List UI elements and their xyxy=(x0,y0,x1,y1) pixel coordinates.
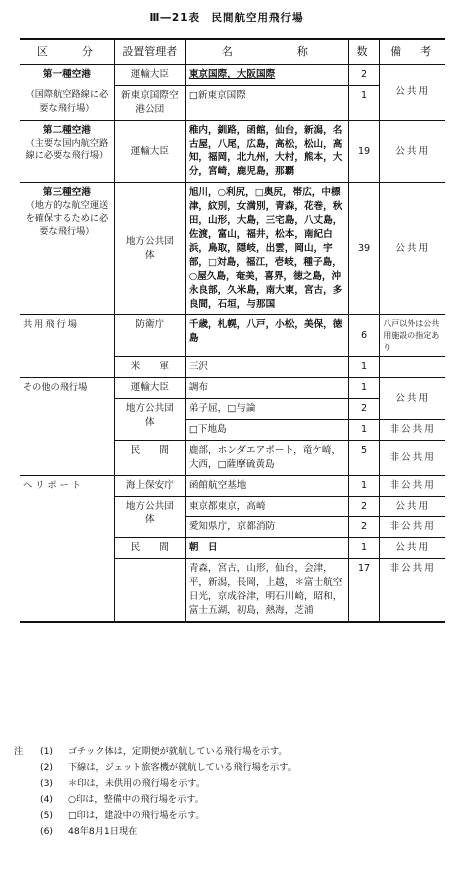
footnote-label xyxy=(14,776,40,792)
table-row xyxy=(20,183,445,315)
name-cell: 稚内，釧路，函館，仙台，新潟，名古屋，八尾，広島，高松，松山，高知，福岡，北九州，大村，熊本，大分，宮崎，鹿児島，那覇 xyxy=(185,120,348,183)
count-cell: 1 xyxy=(348,538,379,559)
header-note: 備 考 xyxy=(380,39,445,64)
count-cell: 2 xyxy=(348,517,379,538)
note-cell: 公共用 xyxy=(380,120,445,183)
manager-cell: 運輸大臣 xyxy=(114,120,185,183)
header-row xyxy=(20,39,445,64)
category-desc: （地方的な航空運送を確保するために必要な飛行場） xyxy=(25,200,109,237)
note-cell: 八戸以外は公共用施設の指定あり xyxy=(380,315,445,357)
manager-cell: 民 間 xyxy=(114,538,185,559)
category-cell xyxy=(20,120,114,183)
table-title: Ⅲ―21表 民間航空用飛行場 xyxy=(149,12,304,24)
count-cell: 39 xyxy=(348,183,379,315)
footnote xyxy=(14,776,444,792)
footnote-label xyxy=(14,824,40,840)
footnote-index: (1) xyxy=(40,746,54,757)
note-cell: 非公共用 xyxy=(380,475,445,496)
table-row xyxy=(20,357,445,378)
category-label: その他の飛行場 xyxy=(23,382,88,394)
table-row xyxy=(20,475,445,496)
name-cell: 函館航空基地 xyxy=(185,475,348,496)
note-cell: 公共用 xyxy=(380,538,445,559)
empty-cell xyxy=(380,357,445,378)
manager-cell: 新東京国際空港公団 xyxy=(114,85,185,120)
note-cell: 非公共用 xyxy=(380,440,445,475)
table-row xyxy=(20,559,445,622)
count-cell: 2 xyxy=(348,64,379,85)
note-cell: 公共用 xyxy=(380,378,445,420)
footnote xyxy=(14,744,444,760)
footnote-label xyxy=(14,808,40,824)
footnote-label xyxy=(14,760,40,776)
count-cell: 2 xyxy=(348,399,379,420)
name-cell: 愛知県庁，京都消防 xyxy=(185,517,348,538)
note-cell: 公共用 xyxy=(380,496,445,517)
table-row xyxy=(20,315,445,357)
footnote-index: (3) xyxy=(40,778,54,790)
category-label: 共用飛行場 xyxy=(23,319,79,331)
count-cell: 6 xyxy=(348,315,379,357)
empty-cell xyxy=(20,496,114,517)
manager-cell: 地方公共団 体 xyxy=(114,496,185,538)
empty-cell xyxy=(20,357,114,378)
footnote-index: (4) xyxy=(40,794,54,806)
category-label: ヘリポート xyxy=(23,479,84,491)
footnote-index: (2) xyxy=(40,762,54,774)
manager-cell: 運輸大臣 xyxy=(114,378,185,399)
manager-cell: 海上保安庁 xyxy=(114,475,185,496)
manager-cell: 運輸大臣 xyxy=(114,64,185,85)
header-count: 数 xyxy=(348,39,379,64)
name-cell: □下地島 xyxy=(185,419,348,440)
manager-cell: 防衛庁 xyxy=(114,315,185,357)
footnote-index: (6) xyxy=(40,826,54,838)
footnote-text: □印は，建設中の飛行場を示す。 xyxy=(68,810,205,822)
note-cell: 公共用 xyxy=(380,183,445,315)
footnote-label: 注 xyxy=(14,746,24,757)
name-cell: 旭川，○利尻，□奥尻，帯広，中標津，紋別，女満別，青森，花巻，秋田，山形，大島，三宅島，八丈島，佐渡，富山，福井，松本，南紀白浜，鳥取，隠岐，出雲，岡山，宇部，□対島，福江，壱岐，種子島，○屋久島，奄美，喜界，徳之島，沖永良部，久米島，南大東，宮古，多良間，石垣，与那国 xyxy=(185,183,348,315)
name-cell: 青森，宮古，山形，仙台，会津，平，新潟，長岡，上越，＊富士航空日光，京成谷津，明石川崎，昭和，富士五湖，初島，熱海，芝浦 xyxy=(185,559,348,622)
note-cell: 非公共用 xyxy=(380,419,445,440)
name-cell: 調布 xyxy=(185,378,348,399)
header-manager: 設置管理者 xyxy=(114,39,185,64)
empty-cell xyxy=(114,559,185,622)
category-label: 第三種空港 xyxy=(42,187,91,199)
footnote-text: ＊印は，未供用の飛行場を示す。 xyxy=(68,778,206,790)
count-cell: 5 xyxy=(348,440,379,475)
airfield-table xyxy=(20,38,445,623)
name-cell: 三沢 xyxy=(185,357,348,378)
category-label: 第一種空港 xyxy=(42,68,91,80)
count-cell: 17 xyxy=(348,559,379,622)
count-cell: 19 xyxy=(348,120,379,183)
footnote xyxy=(14,808,444,824)
count-cell: 1 xyxy=(348,475,379,496)
footnote-label xyxy=(14,792,40,808)
category-desc: （国際航空路線に必要な飛行場） xyxy=(20,85,114,120)
manager-cell: 民 間 xyxy=(114,440,185,475)
manager-cell: 米 軍 xyxy=(114,357,185,378)
empty-cell xyxy=(20,419,114,440)
footnote-text: ○印は，整備中の飛行場を示す。 xyxy=(68,794,204,806)
table-row xyxy=(20,496,445,517)
note-cell: 非公共用 xyxy=(380,559,445,622)
category-desc: （主要な国内航空路線に必要な飛行場） xyxy=(25,137,109,162)
footnote xyxy=(14,792,444,808)
name-cell: 東京都東京，高崎 xyxy=(185,496,348,517)
manager-cell: 地方公共団 体 xyxy=(114,183,185,315)
table-row xyxy=(20,120,445,183)
count-cell: 1 xyxy=(348,419,379,440)
table-row xyxy=(20,538,445,559)
name-cell: 弟子屈，□与論 xyxy=(185,399,348,420)
count-cell: 2 xyxy=(348,496,379,517)
table-row xyxy=(20,419,445,440)
table-row xyxy=(20,378,445,399)
count-cell: 1 xyxy=(348,85,379,120)
table-row xyxy=(20,517,445,538)
category-label: 第二種空港 xyxy=(42,124,91,136)
name-cell: □新東京国際 xyxy=(185,85,348,120)
table-row xyxy=(20,440,445,475)
name-cell: 朝 日 xyxy=(185,538,348,559)
header-category: 区 分 xyxy=(20,39,114,64)
empty-cell xyxy=(20,517,114,538)
footnote-text: ゴチック体は，定期便が就航している飛行場を示す。 xyxy=(68,746,288,757)
footnote xyxy=(14,760,444,776)
empty-cell xyxy=(20,559,114,622)
footnote-index: (5) xyxy=(40,810,54,822)
table-row xyxy=(20,64,445,85)
empty-cell xyxy=(20,399,114,420)
name-cell: 東京国際，大阪国際 xyxy=(185,64,348,85)
footnote xyxy=(14,824,444,840)
name-cell: 千歳，札幌，八戸，小松，美保，徳島 xyxy=(185,315,348,357)
empty-cell xyxy=(20,538,114,559)
footnotes xyxy=(14,744,444,841)
note-cell: 非公共用 xyxy=(380,517,445,538)
footnote-text: 48年8月1日現在 xyxy=(68,826,138,838)
name-cell: 鹿部，ホンダエアポート，竜ケ崎，大西，□薩摩硫黄島 xyxy=(185,440,348,475)
count-cell: 1 xyxy=(348,357,379,378)
count-cell: 1 xyxy=(348,378,379,399)
empty-cell xyxy=(20,440,114,475)
note-cell: 公共用 xyxy=(380,64,445,120)
manager-cell: 地方公共団 体 xyxy=(114,399,185,441)
footnote-text: 下線は，ジェット旅客機が就航している飛行場を示す。 xyxy=(68,762,297,774)
category-cell xyxy=(20,183,114,315)
header-name: 名 称 xyxy=(185,39,348,64)
